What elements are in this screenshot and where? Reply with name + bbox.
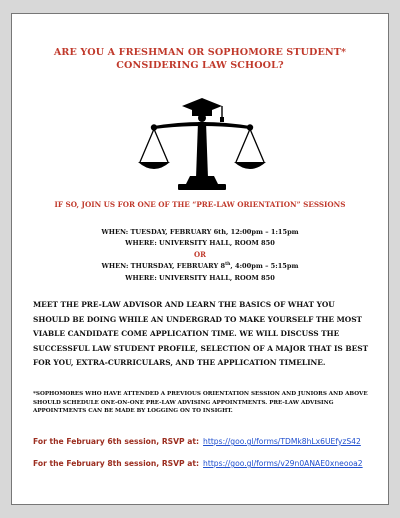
rsvp-row-feb-6 <box>33 437 361 446</box>
orientation-subhead: IF SO, JOIN US FOR ONE OF THE “PRE-LAW ORIENTATION” SESSIONS <box>54 200 346 209</box>
headline-line-1: ARE YOU A FRESHMAN OR SOPHOMORE STUDENT* <box>53 47 347 58</box>
flyer-page <box>11 13 389 505</box>
session-2-when-time: , 4:00pm – 5:15pm <box>230 262 299 271</box>
description-paragraph: MEET THE PRE-LAW ADVISOR AND LEARN THE BASICS OF WHAT YOU SHOULD BE DOING WHILE AN UNDERGRAD TO MAKE YOURSELF THE MOST VIABLE CANDIDATE COME APPLICATION TIME. WE WILL DISCUSS THE SUCCESSFUL LAW STUDENT PROFILE, SELECTION OF A MAJOR THAT IS BEST FOR YOU, EXTRA-CURRICULARS, AND THE APPLICATION TIMELINE. <box>33 300 369 368</box>
rsvp-row-feb-8 <box>33 459 363 468</box>
headline-line-2: CONSIDERING LAW SCHOOL? <box>116 60 284 71</box>
or-separator: OR <box>194 250 206 259</box>
session-1-where: WHERE: UNIVERSITY HALL, ROOM 850 <box>125 239 275 247</box>
rsvp-link-feb-8[interactable]: https://goo.gl/forms/v29n0ANAE0xneooa2 <box>203 459 363 468</box>
rsvp-link-feb-6[interactable]: https://goo.gl/forms/TDMk8hLx6UEfyzS42 <box>203 437 361 446</box>
rsvp-label-feb-8: For the February 8th session, RSVP at: <box>33 459 200 468</box>
rsvp-label-feb-6: For the February 6th session, RSVP at: <box>33 437 200 446</box>
session-1-when: WHEN: TUESDAY, FEBRUARY 6th, 12:00pm – 1:15pm <box>101 228 299 236</box>
session-2-when-main: WHEN: THURSDAY, FEBRUARY 8 <box>101 262 226 271</box>
session-2-when-ordinal: th <box>225 262 231 267</box>
session-2-when <box>12 262 388 270</box>
justice-scale-icon <box>138 96 266 196</box>
headline <box>12 46 388 72</box>
footnote: *SOPHOMORES WHO HAVE ATTENDED A PREVIOUS ORIENTATION SESSION AND JUNIORS AND ABOVE SHOULD SCHEDULE ONE-ON-ONE PRE-LAW ADVISING APPOINTMENTS. PRE-LAW ADVISING APPOINTMENTS CAN BE MADE BY LOGGING ON TO INSIGHT. <box>33 391 368 415</box>
session-2-where: WHERE: UNIVERSITY HALL, ROOM 850 <box>125 274 275 282</box>
